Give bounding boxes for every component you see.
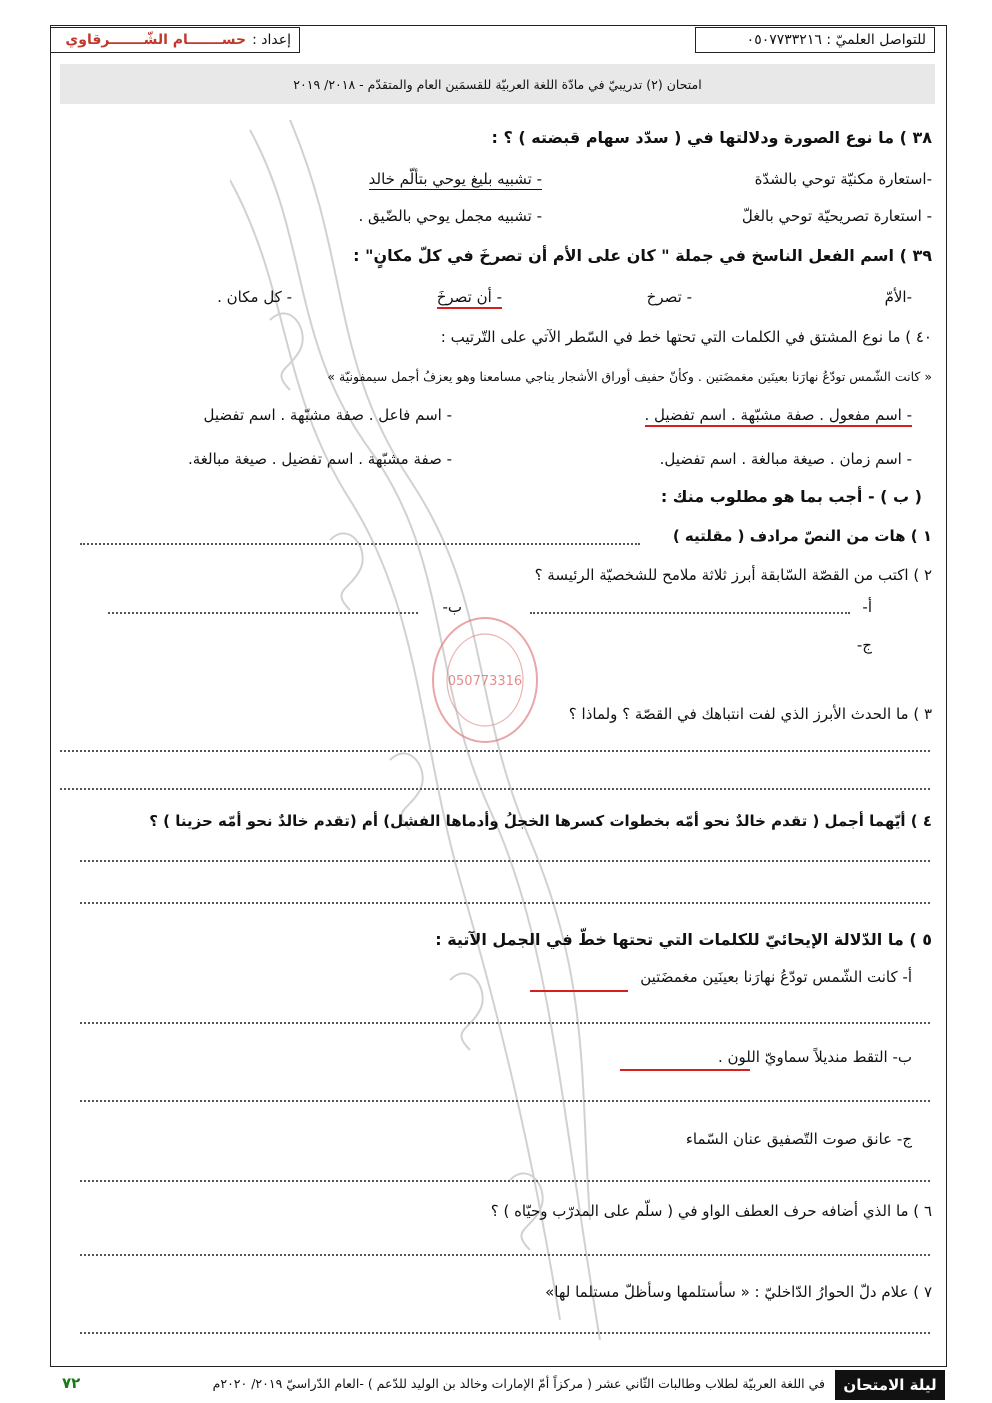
- q40-option-1[interactable]: - اسم مفعول . صفة مشبّهة . اسم تفضيل .: [645, 406, 913, 427]
- b1-question: ١ ) هات من النصّ مرادف ( مقلتيه ): [672, 527, 932, 545]
- b5-item-a: أ- كانت الشّمس تودّعُ نهارَنا بعينَين مغمضَتين: [640, 968, 912, 986]
- b5-b-underline: [620, 1069, 750, 1071]
- q40-question: ٤٠ ) ما نوع المشتق في الكلمات التي تحتها خط في السّطر الآتي على التّرتيب :: [440, 328, 932, 346]
- author-label: إعداد :: [252, 32, 291, 48]
- contact-box: [695, 27, 935, 53]
- exam-title: امتحان (٢) تدريبيّ في مادّة اللغة العربيّة للقسمَين العام والمتقدّم - ٢٠١٨/ ٢٠١٩: [293, 76, 702, 92]
- b3-answer-line-1[interactable]: [60, 750, 930, 752]
- b3-answer-line-2[interactable]: [60, 788, 930, 790]
- b4-question: ٤ ) أيّهما أجمل ( تقدم خالدٌ نحو أمّه بخطوات كسرها الخجلُ وأدماها الفشل) أم (تقدم خالدٌ نحو أمّه حزينا ) ؟: [149, 812, 932, 830]
- contact-text: للتواصل العلميّ : ٠٥٠٧٧٣٣٢١٦: [746, 32, 926, 48]
- b6-answer-line[interactable]: [80, 1254, 930, 1256]
- q40-quote: « كانت الشّمس تودّعُ نهارَنا بعينَين مغمضَتين . وكأنّ حفيف أوراق الأشجار يناجي مسامعنا وهو يعزفُ أجمل سيمفونيّة »: [327, 369, 932, 384]
- svg-text:050773316: 050773316: [447, 674, 523, 689]
- b5-answer-b[interactable]: [80, 1100, 930, 1102]
- q39-option-2[interactable]: - تصرخ: [646, 288, 692, 306]
- teacher-stamp: [430, 615, 540, 745]
- q39-question: ٣٩ ) اسم الفعل الناسخ في جملة " كان على الأم أن تصرخَ في كلّ مكانٍ" :: [353, 246, 932, 265]
- q39-option-4[interactable]: - كل مكان .: [217, 288, 292, 306]
- b2-label-b: ب-: [442, 598, 462, 616]
- q38-option-3[interactable]: - استعارة تصريحيّة توحي بالغلّ: [741, 207, 932, 225]
- b7-answer-line[interactable]: [80, 1332, 930, 1334]
- q38-option-1[interactable]: -استعارة مكنيّة توحي بالشدّة: [754, 170, 932, 188]
- q39-option-3[interactable]: - أن تصرخَ: [437, 288, 502, 309]
- part-b-heading: ( ب ) - أجب بما هو مطلوب منك :: [660, 487, 922, 506]
- footer-text: في اللغة العربيّة لطلاب وطالبات الثّاني عشر ( مركزاً أمّ الإمارات وخالد بن الوليد للدّعم ) -العام الدّراسيّ ٢٠١٩/ ٢٠٢٠م: [212, 1376, 825, 1391]
- b6-question: ٦ ) ما الذي أضافه حرف العطف الواو في ( سلّم على المدرّب وحيّاه ) ؟: [490, 1202, 932, 1220]
- b5-answer-c[interactable]: [80, 1180, 930, 1182]
- q40-option-2[interactable]: - اسم فاعل . صفة مشبّهة . اسم تفضيل: [203, 406, 452, 424]
- b7-question: ٧ ) علام دلّ الحوارُ الدّاخليّ : « سأستلمها وسأظلّ مستلما لها»: [545, 1283, 932, 1301]
- b1-answer-line[interactable]: [80, 543, 640, 545]
- q38-option-4[interactable]: - تشبيه مجمل يوحي بالضّيق .: [358, 207, 542, 225]
- b4-answer-line-1[interactable]: [80, 860, 930, 862]
- b5-a-underline: [530, 990, 628, 992]
- b2-answer-a[interactable]: [530, 612, 850, 614]
- b2-label-c: ج-: [856, 636, 872, 654]
- b3-question: ٣ ) ما الحدث الأبرز الذي لفت انتباهك في القصّة ؟ ولماذا ؟: [568, 705, 932, 723]
- b4-answer-line-2[interactable]: [80, 902, 930, 904]
- b2-answer-b[interactable]: [108, 612, 418, 614]
- q40-option-4[interactable]: - صفة مشبّهة . اسم تفضيل . صيغة مبالغة.: [187, 450, 452, 468]
- author-box: [50, 27, 300, 53]
- b5-answer-a[interactable]: [80, 1022, 930, 1024]
- q40-option-3[interactable]: - اسم زمان . صيغة مبالغة . اسم تفضيل.: [659, 450, 912, 468]
- b5-item-b: ب- التقط منديلاً سماويّ اللون .: [717, 1048, 912, 1066]
- b5-item-c: ج- عانق صوت التّصفيق عنان السّماء: [685, 1130, 912, 1148]
- page-number: ٧٢: [62, 1374, 81, 1392]
- exam-title-bar: [60, 64, 935, 104]
- footer-brand: ليلة الامتحان: [835, 1370, 945, 1400]
- q38-question: ٣٨ ) ما نوع الصورة ودلالتها في ( سدّد سهام قبضته ) ؟ :: [491, 128, 932, 147]
- b2-question: ٢ ) اكتب من القصّة السّابقة أبرز ثلاثة ملامح للشخصيّة الرئيسة ؟: [534, 566, 932, 584]
- page-footer: [50, 1370, 945, 1400]
- q39-option-1[interactable]: -الأمّ: [884, 288, 912, 306]
- b5-question: ٥ ) ما الدّلالة الإيحائيّ للكلمات التي تحتها خطّ في الجمل الآتية :: [435, 930, 932, 949]
- q38-option-2[interactable]: - تشبيه بليغ يوحي بتألّم خالد: [368, 170, 542, 188]
- author-name: حســـــــام الشّـــــــرقاوي: [65, 32, 247, 48]
- b2-label-a: أ-: [862, 598, 872, 616]
